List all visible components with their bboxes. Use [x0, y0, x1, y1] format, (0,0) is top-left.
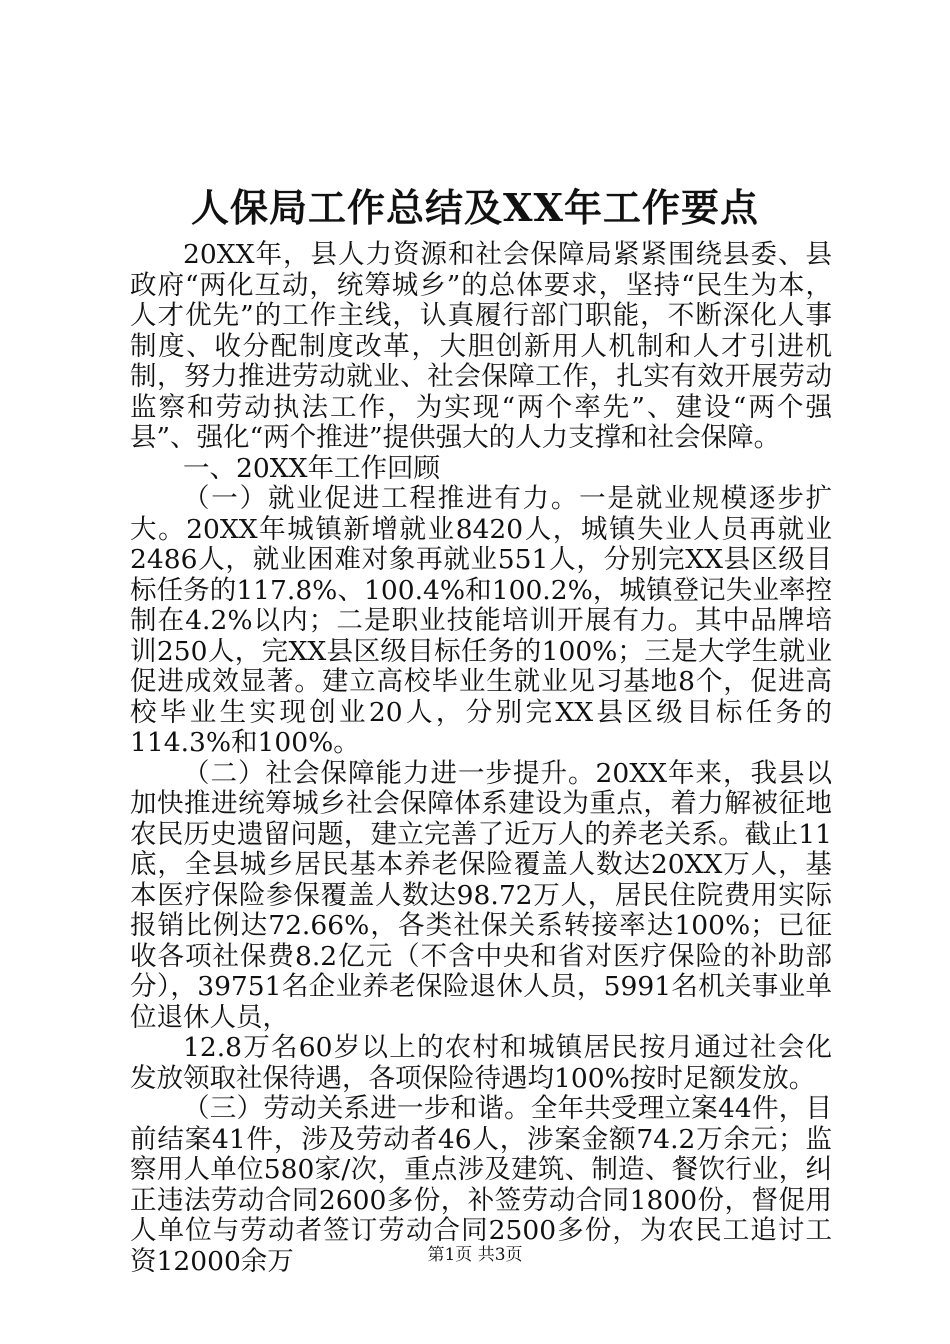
- paragraph-social-security: （二）社会保障能力进一步提升。20XX年来，我县以加快推进统筹城乡社会保障体系建设为重点，着力解被征地农民历史遗留问题，建立完善了近万人的养老关系。截止11底，全县城乡居民基本养老保险覆盖人数达20XX万人，基本医疗保险参保覆盖人数达98.72万人，居民住院费用实际报销比例达72.66%，各类社保关系转接率达100%；已征收各项社保费8.2亿元（不含中央和省对医疗保险的补助部分），39751名企业养老保险退休人员，5991名机关事业单位退休人员，: [130, 757, 832, 1033]
- paragraph-employment: （一）就业促进工程推进有力。一是就业规模逐步扩大。20XX年城镇新增就业8420人，城镇失业人员再就业2486人，就业困难对象再就业551人，分别完XX县区级目标任务的117.8%、100.4%和100.2%，城镇登记失业率控制在4.2%以内；二是职业技能培训开展有力。其中品牌培训250人，完XX县区级目标任务的100%；三是大学生就业促进成效显著。建立高校毕业生就业见习基地8个，促进高校毕业生实现创业20人，分别完XX县区级目标任务的114.3%和100%。: [130, 483, 832, 758]
- paragraph-labor-relations: （三）劳动关系进一步和谐。全年共受理立案44件，目前结案41件，涉及劳动者46人，涉案金额74.2万余元；监察用人单位580家/次，重点涉及建筑、制造、餐饮行业，纠正违法劳动合同2600多份，补签劳动合同1800份，督促用人单位与劳动者签订劳动合同2500多份，为农民工追讨工资12000余万: [130, 1093, 832, 1277]
- section-heading: 一、20XX年工作回顾: [183, 452, 440, 484]
- page-footer: 第1页 共3页: [427, 1245, 523, 1265]
- document-body: [130, 240, 832, 1277]
- paragraph-intro: 20XX年，县人力资源和社会保障局紧紧围绕县委、县政府“两化互动，统筹城乡”的总体要求，坚持“民生为本，人才优先”的工作主线，认真履行部门职能，不断深化人事制度、收分配制度改革，大胆创新用人机制和人才引进机制，努力推进劳动就业、社会保障工作，扎实有效开展劳动监察和劳动执法工作，为实现“两个率先”、建设“两个强县”、强化“两个推进”提供强大的人力支撑和社会保障。: [130, 239, 832, 453]
- paragraph-pension-distribution: 12.8万名60岁以上的农村和城镇居民按月通过社会化发放领取社保待遇，各项保险待遇均100%按时足额发放。: [130, 1032, 832, 1094]
- page-title: 人保局工作总结及XX年工作要点: [191, 185, 759, 230]
